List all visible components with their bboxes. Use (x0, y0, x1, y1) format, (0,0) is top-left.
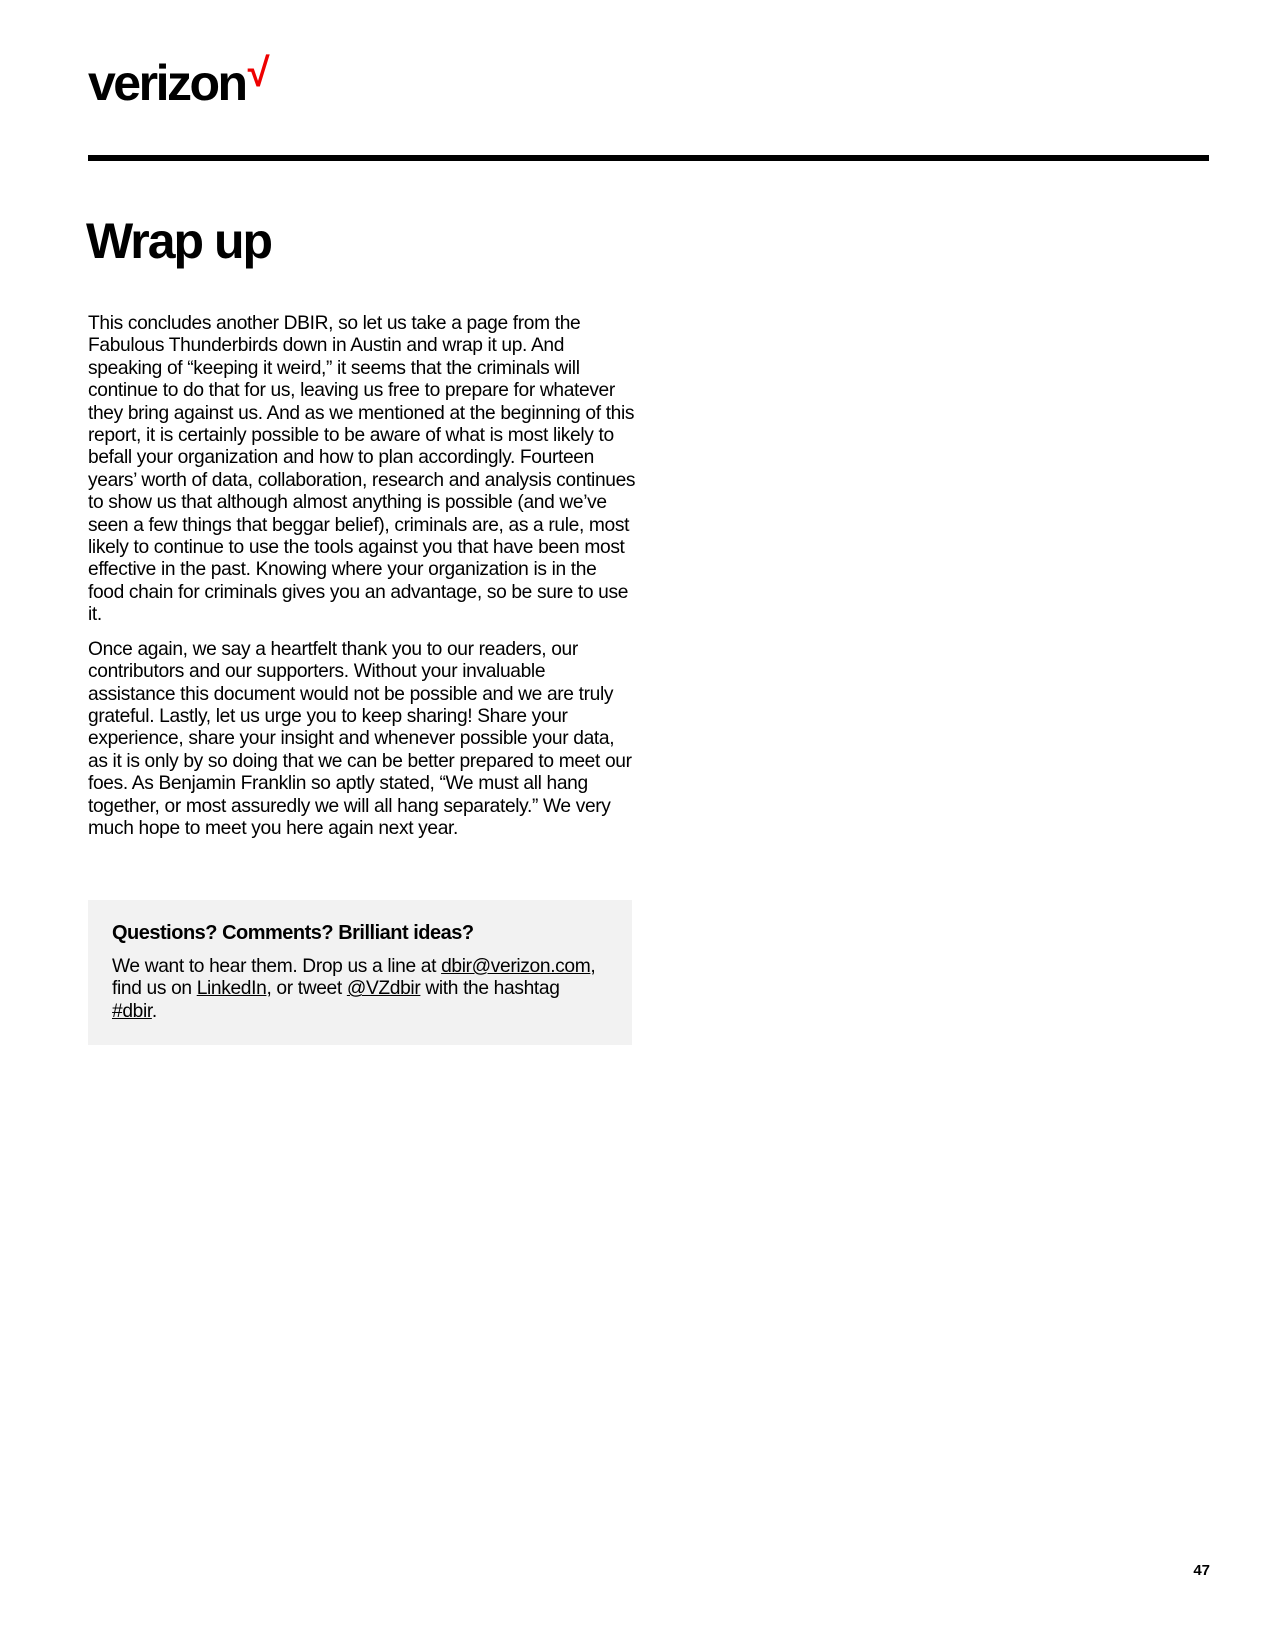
linkedin-link[interactable]: LinkedIn (196, 978, 267, 1000)
paragraph-2: Once again, we say a heartfelt thank you to our readers, our contributors and our supporters. Without your invaluable assistance this document would not be possible and we are truly grateful. Lastly, let us urge you to keep sharing! Share your experience, share your insight and whenever possible your data, as it is only by so doing that we can be better prepared to meet our foes. As Benjamin Franklin so aptly stated, “We must all hang together, or most assuredly we will all hang separately.” We very much hope to meet you here again next year. (88, 638, 632, 839)
email-link[interactable]: dbir@verizon.com (441, 956, 591, 977)
callout-text-part: We want to hear them. Drop us a line at (112, 956, 442, 977)
callout-text-part: , find us on (112, 956, 596, 1000)
body-text (88, 313, 636, 852)
verizon-logo (88, 51, 270, 111)
callout-title: Questions? Comments? Brilliant ideas? (112, 922, 474, 944)
header-rule (88, 155, 1209, 161)
page-number: 47 (1193, 1562, 1210, 1579)
contact-callout (88, 900, 632, 1045)
callout-text-part: , or tweet (266, 978, 347, 1000)
callout-text-part: . (151, 1000, 157, 1022)
page-title: Wrap up (86, 213, 272, 269)
twitter-link[interactable]: @VZdbir (346, 978, 421, 1000)
callout-text-part: with the hashtag (420, 978, 560, 1000)
logo-check-icon: √ (247, 51, 270, 95)
callout-text (112, 956, 608, 1023)
hashtag-link[interactable]: #dbir (112, 1000, 152, 1022)
logo-wordmark: verizon (88, 55, 246, 111)
paragraph-1: This concludes another DBIR, so let us take a page from the Fabulous Thunderbirds down in Austin and wrap it up. And speaking of “keeping it weird,” it seems that the criminals will continue to do that for us, leaving us free to prepare for whatever they bring against us. And as we mentioned at the beginning of this report, it is certainly possible to be aware of what is most likely to befall your organization and how to plan accordingly. Fourteen years’ worth of data, collaboration, research and analysis continues to show us that although almost anything is possible (and we’ve seen a few things that beggar belief), criminals are, as a rule, most likely to continue to use the tools against you that have been most effective in the past. Knowing where your organization is in the food chain for criminals gives you an advantage, so be sure to use it. (88, 313, 636, 626)
